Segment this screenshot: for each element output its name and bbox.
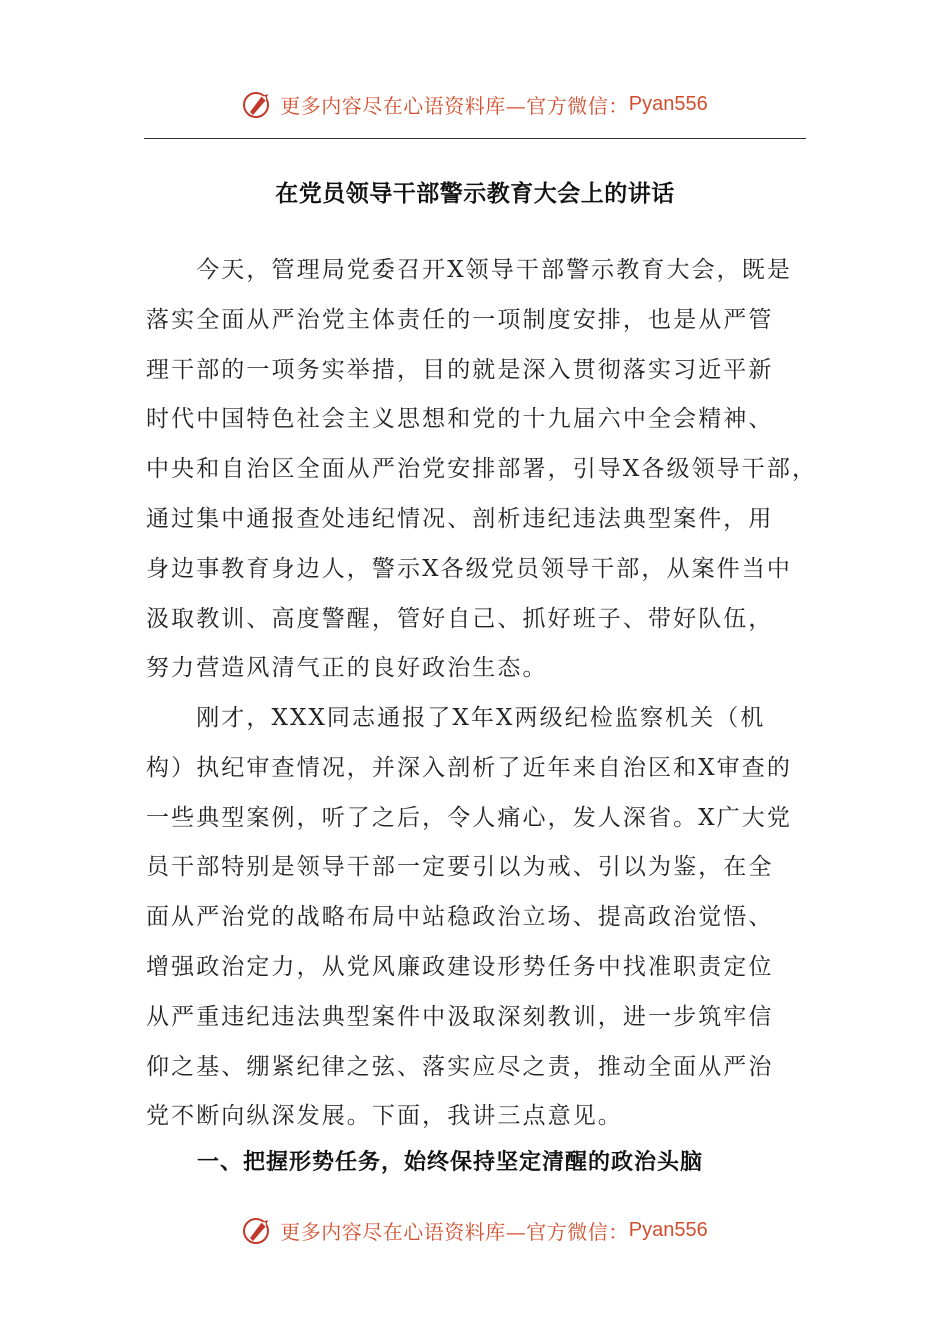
paragraph-line: 中央和自治区全面从严治党安排部署，引导X各级领导干部， — [146, 456, 818, 483]
header-watermark-text: 更多内容尽在心语资料库—官方微信： — [280, 93, 629, 118]
paragraph-line: 身边事教育身边人，警示X各级党员领导干部，从案件当中 — [146, 555, 792, 582]
header-divider — [144, 138, 806, 139]
paragraph-line: 从严重违纪违法典型案件中汲取深刻教训，进一步筑牢信 — [146, 1003, 774, 1030]
paragraph-line: 汲取教训、高度警醒，管好自己、抓好班子、带好队伍， — [146, 605, 774, 632]
paragraph-line: 时代中国特色社会主义思想和党的十九届六中全会精神、 — [146, 406, 774, 433]
paragraph-line: 理干部的一项务实举措，目的就是深入贯彻落实习近平新 — [146, 356, 774, 383]
paragraph-line: 今天，管理局党委召开X领导干部警示教育大会，既是 — [146, 257, 792, 283]
paragraph-line: 努力营造风清气正的良好政治生态。 — [146, 655, 548, 682]
paragraph-line: 增强政治定力，从党风廉政建设形势任务中找准职责定位 — [146, 953, 774, 980]
footer-watermark-text: 更多内容尽在心语资料库—官方微信： — [280, 1219, 629, 1244]
paragraph-line: 面从严治党的战略布局中站稳政治立场、提高政治觉悟、 — [146, 904, 774, 931]
header-wechat-id: Pyan556 — [628, 92, 708, 115]
pen-nib-logo-icon — [242, 1214, 274, 1246]
paragraph-line: 落实全面从严治党主体责任的一项制度安排，也是从严管 — [146, 306, 774, 333]
header-watermark-banner — [0, 84, 950, 124]
paragraph-line: 构）执纪审查情况，并深入剖析了近年来自治区和X审查的 — [146, 754, 792, 781]
paragraph-line: 仰之基、绷紧纪律之弦、落实应尽之责，推动全面从严治 — [146, 1053, 774, 1080]
footer-wechat-id: Pyan556 — [628, 1218, 708, 1241]
section-heading: 一、把握形势任务，始终保持坚定清醒的政治头脑 — [197, 1150, 704, 1175]
paragraph-1 — [146, 246, 817, 694]
document-title: 在党员领导干部警示教育大会上的讲话 — [275, 181, 675, 207]
paragraph-line: 党不断向纵深发展。下面，我讲三点意见。 — [146, 1103, 623, 1130]
paragraph-line: 刚才，XXX同志通报了X年X两级纪检监察机关（机 — [146, 705, 766, 731]
footer-watermark-banner — [0, 1210, 950, 1250]
paragraph-line: 员干部特别是领导干部一定要引以为戒、引以为鉴，在全 — [146, 854, 774, 881]
paragraph-line: 通过集中通报查处违纪情况、剖析违纪违法典型案件，用 — [146, 505, 774, 532]
paragraph-2 — [146, 694, 792, 1142]
pen-nib-logo-icon — [242, 88, 274, 120]
paragraph-line: 一些典型案例，听了之后，令人痛心，发人深省。X广大党 — [146, 804, 792, 831]
